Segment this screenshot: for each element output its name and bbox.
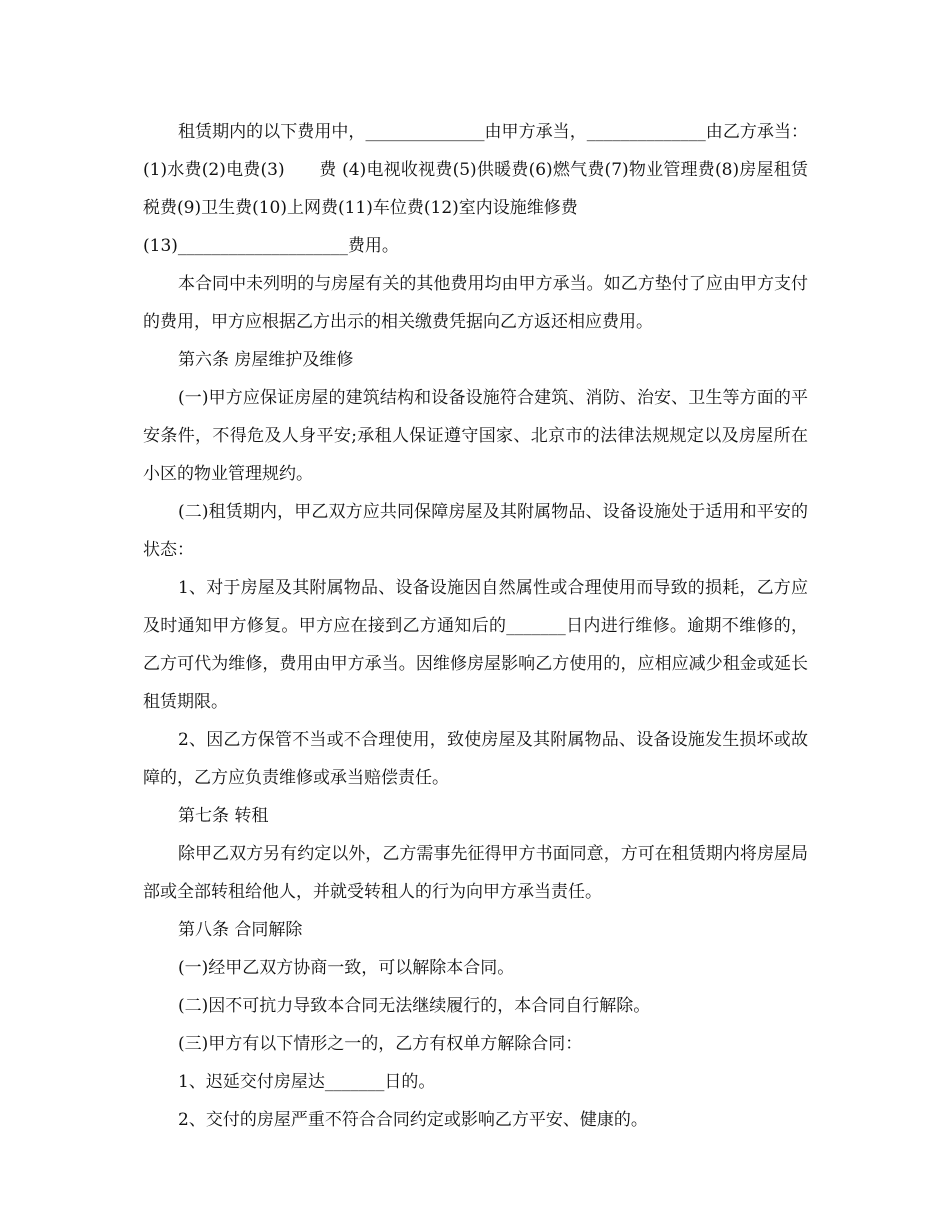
paragraph-article-8-clause-2: (二)因不可抗力导致本合同无法继续履行的，本合同自行解除。 (178, 996, 651, 1016)
paragraph-article-6-clause-1: (一)甲方应保证房屋的建筑结构和设备设施符合建筑、消防、治安、卫生等方面的平安条件，不得危及人身平安;承租人保证遵守国家、北京市的法律法规规定以及房屋所在小区的物业管理规约。 (143, 388, 808, 484)
paragraph-article-8-item-2: 2、交付的房屋严重不符合合同约定或影响乙方平安、健康的。 (178, 1110, 648, 1130)
paragraph-unlisted-fees: 本合同中未列明的与房屋有关的其他费用均由甲方承当。如乙方垫付了应由甲方支付的费用，甲方应根据乙方出示的相关缴费凭据向乙方返还相应费用。 (143, 274, 808, 332)
paragraph-article-6-item-2: 2、因乙方保管不当或不合理使用，致使房屋及其附属物品、设备设施发生损坏或故障的，乙方应负责维修或承当赔偿责任。 (143, 730, 808, 788)
paragraph-article-8-clause-3: (三)甲方有以下情形之一的，乙方有权单方解除合同： (178, 1034, 583, 1054)
paragraph-fee-item-13: (13)____________________费用。 (143, 236, 399, 256)
paragraph-article-7-body: 除甲乙双方另有约定以外，乙方需事先征得甲方书面同意，方可在租赁期内将房屋局部或全部转租给他人，并就受转租人的行为向甲方承当责任。 (143, 844, 808, 902)
section-heading-article-8: 第八条 合同解除 (178, 920, 303, 940)
paragraph-article-8-item-1: 1、迟延交付房屋达_______日的。 (178, 1072, 436, 1092)
section-heading-article-6: 第六条 房屋维护及维修 (178, 350, 354, 370)
section-heading-article-7: 第七条 转租 (178, 806, 269, 826)
document-body (143, 113, 808, 1139)
paragraph-fee-allocation: 租赁期内的以下费用中，______________由甲方承当，______________由乙方承当：(1)水费(2)电费(3) 费 (4)电视收视费(5)供暖费(6)燃气费(7)物业管理费(8)房屋租赁税费(9)卫生费(10)上网费(11)车位费(12)室内设施维修费 (143, 122, 808, 218)
paragraph-article-6-clause-2: (二)租赁期内，甲乙双方应共同保障房屋及其附属物品、设备设施处于适用和平安的状态： (143, 502, 808, 560)
paragraph-article-6-item-1: 1、对于房屋及其附属物品、设备设施因自然属性或合理使用而导致的损耗，乙方应及时通知甲方修复。甲方应在接到乙方通知后的_______日内进行维修。逾期不维修的，乙方可代为维修，费用由甲方承当。因维修房屋影响乙方使用的，应相应减少租金或延长租赁期限。 (143, 578, 808, 712)
paragraph-article-8-clause-1: (一)经甲乙双方协商一致，可以解除本合同。 (178, 958, 515, 978)
